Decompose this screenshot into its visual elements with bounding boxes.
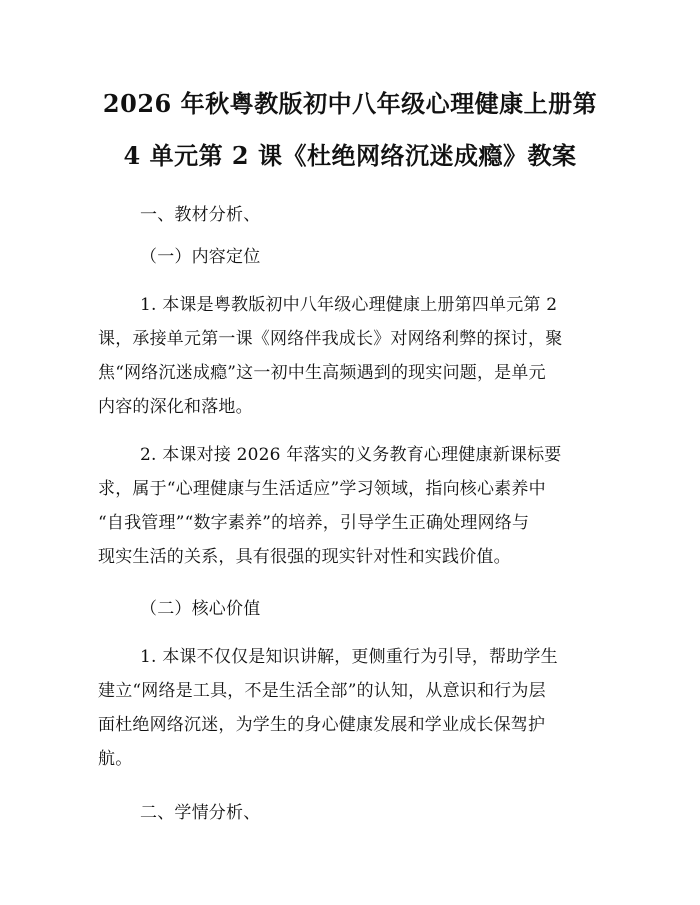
paragraph-3-line-3: 面杜绝网络沉迷，为学生的身心健康发展和学业成长保驾护 bbox=[98, 715, 546, 735]
paragraph-2-line-4: 现实生活的关系，具有很强的现实针对性和实践价值。 bbox=[98, 547, 511, 567]
paragraph-3-line-1: 1. 本课不仅仅是知识讲解，更侧重行为引导，帮助学生 bbox=[140, 647, 558, 667]
paragraph-1-line-3: 焦“网络沉迷成瘾”这一初中生高频遇到的现实问题，是单元 bbox=[98, 363, 546, 383]
paragraph-1-line-1: 1. 本课是粤教版初中八年级心理健康上册第四单元第 2 bbox=[140, 295, 558, 315]
paragraph-3-line-4: 航。 bbox=[98, 749, 133, 769]
document-title-line-2: 4 单元第 2 课《杜绝网络沉迷成瘾》教案 bbox=[123, 141, 577, 170]
document-title-line-1: 2026 年秋粤教版初中八年级心理健康上册第 bbox=[102, 89, 598, 118]
paragraph-2-line-1: 2. 本课对接 2026 年落实的义务教育心理健康新课标要 bbox=[140, 445, 562, 465]
section-heading-1: 一、教材分析、 bbox=[140, 205, 261, 225]
paragraph-3-line-2: 建立“网络是工具，不是生活全部”的认知，从意识和行为层 bbox=[98, 681, 546, 701]
section-heading-2: 二、学情分析、 bbox=[140, 803, 261, 823]
subsection-heading-core-value: （二）核心价值 bbox=[140, 599, 261, 619]
paragraph-1-line-4: 内容的深化和落地。 bbox=[98, 397, 253, 417]
paragraph-2-line-2: 求，属于“心理健康与生活适应”学习领域，指向核心素养中 bbox=[98, 479, 546, 499]
subsection-heading-content-positioning: （一）内容定位 bbox=[140, 247, 261, 267]
paragraph-2-line-3: “自我管理”“数字素养”的培养，引导学生正确处理网络与 bbox=[98, 513, 530, 533]
paragraph-1-line-2: 课，承接单元第一课《网络伴我成长》对网络利弊的探讨，聚 bbox=[98, 329, 563, 349]
